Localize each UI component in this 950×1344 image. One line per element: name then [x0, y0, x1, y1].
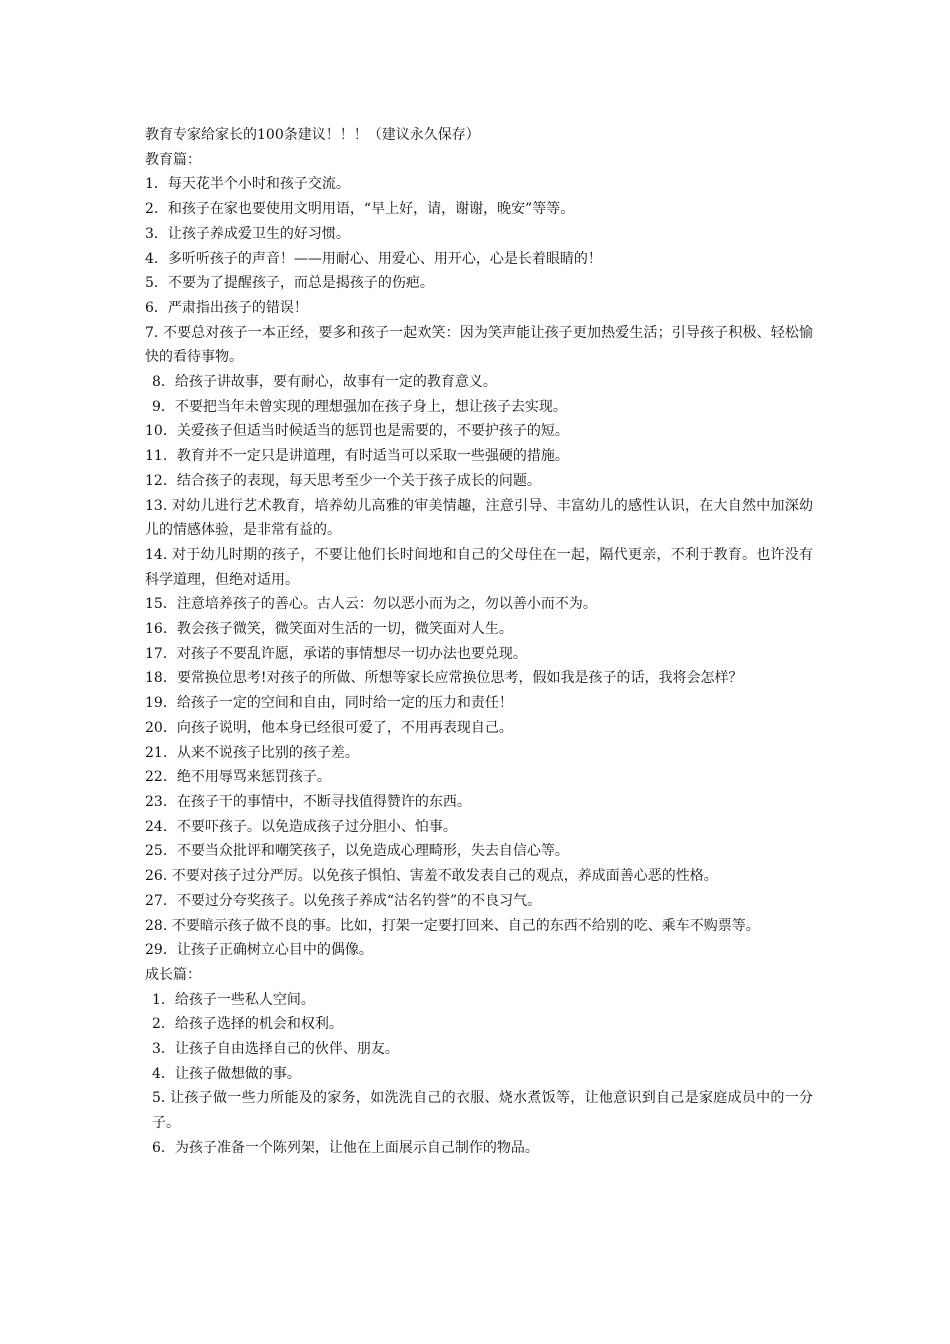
- document-title: 教育专家给家长的100条建议！！！（建议永久保存）: [145, 127, 480, 143]
- list-item: 1．每天花半个小时和孩子交流。: [145, 176, 350, 193]
- list-item: 11．教育并不一定只是讲道理，有时适当可以采取一些强硬的措施。: [145, 448, 569, 465]
- list-item: 16．教会孩子微笑，微笑面对生活的一切，微笑面对人生。: [145, 621, 513, 638]
- list-item: 10．关爱孩子但适当时候适当的惩罚也是需要的，不要护孩子的短。: [145, 423, 569, 440]
- list-item: 24．不要吓孩子。以免造成孩子过分胆小、怕事。: [145, 818, 457, 835]
- list-item: 12．结合孩子的表现，每天思考至少一个关于孩子成长的问题。: [145, 472, 541, 489]
- list-item: 22．绝不用辱骂来惩罚孩子。: [145, 769, 331, 786]
- list-item: 6．严肃指出孩子的错误！: [145, 299, 308, 316]
- list-item: 3．让孩子自由选择自己的伙伴、朋友。: [152, 1041, 399, 1058]
- list-item: 4．让孩子做想做的事。: [152, 1065, 301, 1082]
- list-item: 29．让孩子正确树立心目中的偶像。: [145, 942, 373, 959]
- list-item: 17．对孩子不要乱许愿，承诺的事情想尽一切办法也要兑现。: [145, 645, 527, 662]
- list-item: 7. 不要总对孩子一本正经，要多和孩子一起欢笑：因为笑声能让孩子更加热爱生活；引导孩子积极、轻松愉快的看待事物。: [145, 324, 813, 366]
- list-item: 21．从来不说孩子比别的孩子差。: [145, 744, 359, 761]
- list-item: 23．在孩子干的事情中，不断寻找值得赞许的东西。: [145, 793, 471, 810]
- list-item: 3．让孩子养成爱卫生的好习惯。: [145, 225, 350, 242]
- list-item: 15．注意培养孩子的善心。古人云：勿以恶小而为之，勿以善小而不为。: [145, 596, 597, 613]
- section-heading-growth: 成长篇：: [145, 966, 201, 983]
- list-item: 14. 对于幼儿时期的孩子，不要让他们长时间地和自己的父母住在一起，隔代更亲，不利于教育。也许没有科学道理，但绝对适用。: [145, 546, 813, 588]
- list-item: 13. 对幼儿进行艺术教育，培养幼儿高雅的审美情趣，注意引导、丰富幼儿的感性认识，在大自然中加深幼儿的情感体验，是非常有益的。: [145, 497, 813, 539]
- list-item: 8．给孩子讲故事，要有耐心，故事有一定的教育意义。: [152, 374, 497, 391]
- list-item: 2．给孩子选择的机会和权利。: [152, 1016, 343, 1033]
- list-item: 27．不要过分夸奖孩子。以免孩子养成“沽名钓誉”的不良习气。: [145, 892, 542, 909]
- list-item: 18．要常换位思考!对孩子的所做、所想等家长应常换位思考，假如我是孩子的话，我将会怎样？: [145, 670, 743, 687]
- section-heading-education: 教育篇：: [145, 151, 201, 168]
- list-item: 2．和孩子在家也要使用文明用语，“早上好，请，谢谢，晚安”等等。: [145, 201, 575, 218]
- document-page: [145, 123, 813, 1161]
- list-item: 4．多听听孩子的声音！——用耐心、用爱心、用开心，心是长着眼睛的！: [145, 250, 602, 267]
- list-item: 26. 不要对孩子过分严厉。以免孩子惧怕、害羞不敢发表自己的观点，养成面善心恶的性格。: [145, 868, 718, 885]
- list-item: 19．给孩子一定的空间和自由，同时给一定的压力和责任！: [145, 695, 513, 712]
- list-item: 5．不要为了提醒孩子，而总是揭孩子的伤疤。: [145, 275, 434, 292]
- list-item: 9．不要把当年未曾实现的理想强加在孩子身上，想让孩子去实现。: [152, 398, 567, 415]
- list-item: 20．向孩子说明，他本身已经很可爱了，不用再表现自己。: [145, 719, 513, 736]
- list-item: 25．不要当众批评和嘲笑孩子，以免造成心理畸形，失去自信心等。: [145, 843, 569, 860]
- list-item: 28. 不要暗示孩子做不良的事。比如，打架一定要打回来、自己的东西不给别的吃、乘车不购票等。: [145, 917, 760, 934]
- list-item: 6．为孩子准备一个陈列架，让他在上面展示自己制作的物品。: [152, 1139, 539, 1156]
- list-item: 1．给孩子一些私人空间。: [152, 991, 315, 1008]
- list-item: 5. 让孩子做一些力所能及的家务，如洗洗自己的衣服、烧水煮饭等，让他意识到自己是家庭成员中的一分子。: [152, 1090, 813, 1132]
